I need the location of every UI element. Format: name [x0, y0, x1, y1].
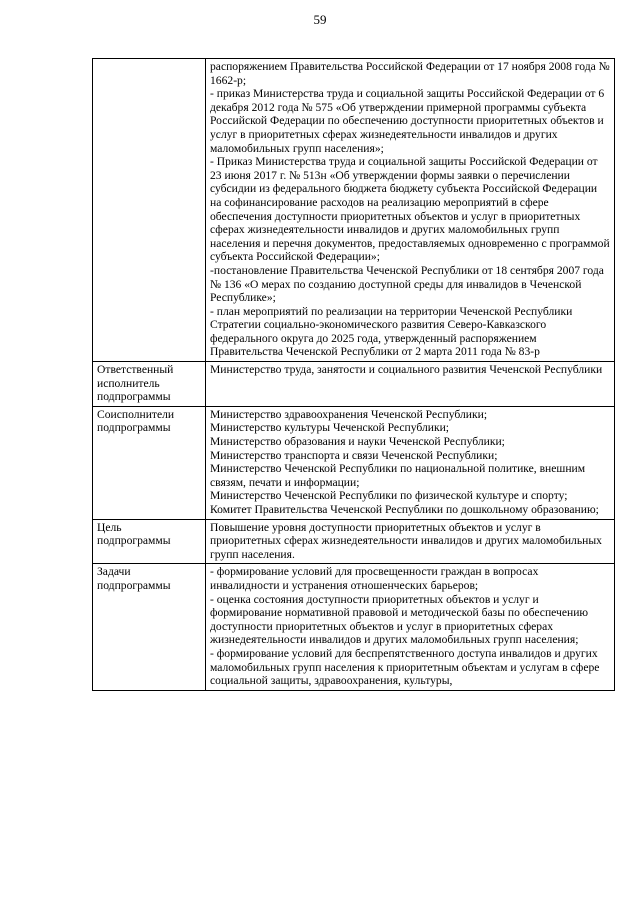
content-item: Министерство труда, занятости и социального развития Чеченской Республики: [210, 363, 603, 377]
table-row-legal-basis: [93, 59, 615, 362]
content-item: Комитет Правительства Чеченской Республики по дошкольному образованию;: [210, 503, 599, 516]
label-line: подпрограммы: [97, 534, 171, 548]
content-item: Министерство Чеченской Республики по национальной политике, внешним связям, печати и информации;: [210, 462, 586, 489]
table-row-goal: [93, 519, 615, 564]
content-item: - план мероприятий по реализации на территории Чеченской Республики Стратегии социально-экономического развития Северо-Кавказского федерального округа до 2025 года, утвержденный распоряжением Правительства Чеченской Республики от 2 марта 2011 года № 83-р: [210, 304, 573, 359]
label-line: исполнитель: [97, 376, 160, 390]
content-item: - оценка состояния доступности приоритетных объектов и услуг и формирование нормативной правовой и методической базы по обеспечению доступности приоритетных объектов и услуг в приоритетных сферах жизнедеятельности инвалидов и других маломобильных групп населения;: [210, 592, 589, 647]
row-content: [206, 362, 615, 407]
content-item: - приказ Министерства труда и социальной защиты Российской Федерации от 6 декабря 2012 года № 575 «Об утверждении примерной программы субъекта Российской Федерации по обеспечению доступности приоритетных объектов и услуг в приоритетных сферах жизнедеятельности инвалидов и других маломобильных групп населения»;: [210, 87, 605, 155]
label-line: подпрограммы: [97, 421, 171, 435]
label-line: Цель: [97, 520, 122, 534]
content-item: - формирование условий для просвещенности граждан в вопросах инвалидности и устранения отношенческих барьеров;: [210, 565, 539, 592]
label-line: подпрограммы: [97, 390, 171, 404]
label-line: Ответственный: [97, 363, 174, 377]
content-item: Министерство Чеченской Республики по физической культуре и спорту;: [210, 489, 568, 503]
content-item: распоряжением Правительства Российской Федерации от 17 ноября 2008 года № 1662-р;: [210, 60, 610, 87]
table-row-tasks: [93, 564, 615, 690]
table-row-coexecutors: [93, 406, 615, 519]
row-label: [93, 564, 206, 690]
content-item: Министерство культуры Чеченской Республики;: [210, 421, 450, 435]
row-label: [93, 362, 206, 407]
content-item: Повышение уровня доступности приоритетных объектов и услуг в приоритетных сферах жизнедеятельности инвалидов и других маломобильных групп населения.: [210, 520, 602, 561]
content-item: - Приказ Министерства труда и социальной защиты Российской Федерации от 23 июня 2017 г. № 513н «Об утверждении формы заявки о перечислении субсидии из федерального бюджета бюджету субъекта Российской Федерации на софинансирование расходов на реализацию мероприятий в сфере обеспечения доступности приоритетных объектов и услуг в приоритетных сферах жизнедеятельности инвалидов и других маломобильных групп населения и перечня документов, предоставляемых одновременно с программой субъекта Российской Федерации»;: [210, 155, 610, 264]
content-item: Министерство образования и науки Чеченской Республики;: [210, 435, 505, 449]
label-line: Соисполнители: [97, 407, 175, 421]
subprogram-passport-table: [92, 58, 615, 691]
row-label: [93, 406, 206, 519]
content-item: - формирование условий для беспрепятственного доступа инвалидов и других маломобильных групп населения к приоритетным объектам и услугам в сфере социальной защиты, здравоохранения, культуры,: [210, 646, 600, 688]
table-row-responsible: [93, 362, 615, 407]
row-label: [93, 519, 206, 564]
row-content: [206, 59, 615, 362]
label-line: подпрограммы: [97, 578, 171, 592]
content-item: -постановление Правительства Чеченской Республики от 18 сентября 2007 года № 136 «О мерах по созданию доступной среды для инвалидов в Чеченской Республике»;: [210, 263, 604, 305]
label-line: Задачи: [97, 565, 131, 579]
row-content: [206, 519, 615, 564]
page-number: 59: [313, 12, 327, 27]
content-item: Министерство транспорта и связи Чеченской Республики;: [210, 448, 498, 462]
row-content: [206, 564, 615, 690]
row-label-empty: [93, 59, 206, 362]
content-item: Министерство здравоохранения Чеченской Республики;: [210, 407, 488, 421]
row-content: [206, 406, 615, 519]
